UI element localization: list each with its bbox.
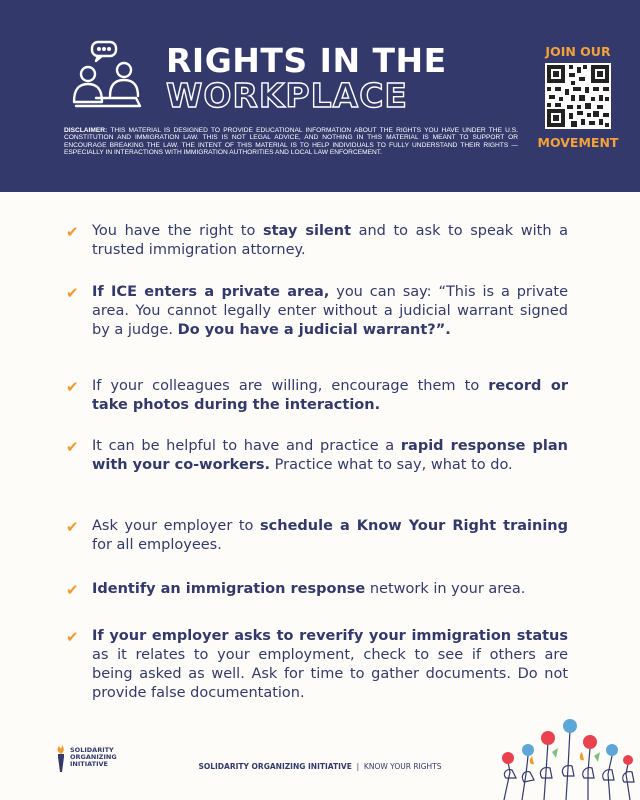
disclaimer-text: THIS MATERIAL IS DESIGNED TO PROVIDE EDUCATIONAL INFORMATION ABOUT THE RIGHTS YOU HAVE UNDER THE U.S. CONSTITUTION AND IMMIGRATION LAW. THIS IS NOT LEGAL ADVICE, AND NOTHING IN THIS MATERIAL IS MEANT TO SUPPORT OR ENCOURAGE BREAKING THE LAW. THE INTENT OF THIS MATERIAL IS TO HELP INDIVIDUALS TO FULLY UNDERSTAND THEIR RIGHTS — ESPECIALLY IN INTERACTIONS WITH IMMIGRATION AUTHORITIES AND LOCAL LAW ENFORCEMENT. — [64, 127, 518, 157]
check-icon: ✔ — [66, 518, 79, 536]
footer-logo-text: SOLIDARITY ORGANIZING INITIATIVE — [70, 746, 117, 768]
list-item-text: If ICE enters a private area, you can say: “This is a private area. You cannot legally enter without a judicial warrant signed by a judge. Do you have a judicial warrant?”. — [92, 284, 568, 338]
list-item-text: If your colleagues are willing, encourage them to record or take photos during the interaction. — [92, 378, 568, 413]
title-line-2: WORKPLACE — [166, 76, 408, 115]
list-item — [66, 283, 576, 340]
page-title — [166, 41, 447, 115]
qr-code[interactable] — [545, 63, 611, 129]
disclaimer-label: DISCLAIMER: — [64, 127, 108, 134]
workers-chat-icon — [70, 40, 146, 112]
check-icon: ✔ — [66, 223, 79, 241]
list-item — [66, 377, 576, 415]
list-item-text: It can be helpful to have and practice a rapid response plan with your co-workers. Practice what to say, what to do. — [92, 438, 569, 473]
check-icon: ✔ — [66, 628, 79, 646]
title-line-1: RIGHTS IN THE — [166, 41, 447, 80]
list-item-text: Ask your employer to schedule a Know Your Right training for all employees. — [92, 518, 568, 553]
check-icon: ✔ — [66, 284, 79, 302]
check-icon: ✔ — [66, 438, 79, 456]
list-item-text: If your employer asks to reverify your immigration status as it relates to your employment, check to see if others are being asked as well. Ask for time to gather documents. Do not provide false documentation. — [92, 628, 568, 701]
list-item — [66, 517, 576, 555]
join-label: JOIN OUR — [545, 44, 611, 59]
footer-separator: | — [356, 762, 360, 771]
list-item — [66, 437, 576, 475]
raised-hands-flowers-illustration — [492, 712, 640, 800]
footer-tagline: KNOW YOUR RIGHTS — [363, 762, 442, 771]
header-banner — [0, 0, 640, 192]
list-item — [66, 627, 576, 703]
movement-label: MOVEMENT — [537, 135, 619, 150]
footer-org-name: SOLIDARITY ORGANIZING INITIATIVE — [198, 762, 352, 771]
list-item — [66, 222, 576, 260]
check-icon: ✔ — [66, 581, 79, 599]
disclaimer — [64, 127, 518, 157]
list-item-text: Identify an immigration response network in your area. — [92, 581, 526, 597]
list-item — [66, 580, 576, 599]
check-icon: ✔ — [66, 378, 79, 396]
list-item-text: You have the right to stay silent and to ask to speak with a trusted immigration attorney. — [92, 223, 569, 258]
